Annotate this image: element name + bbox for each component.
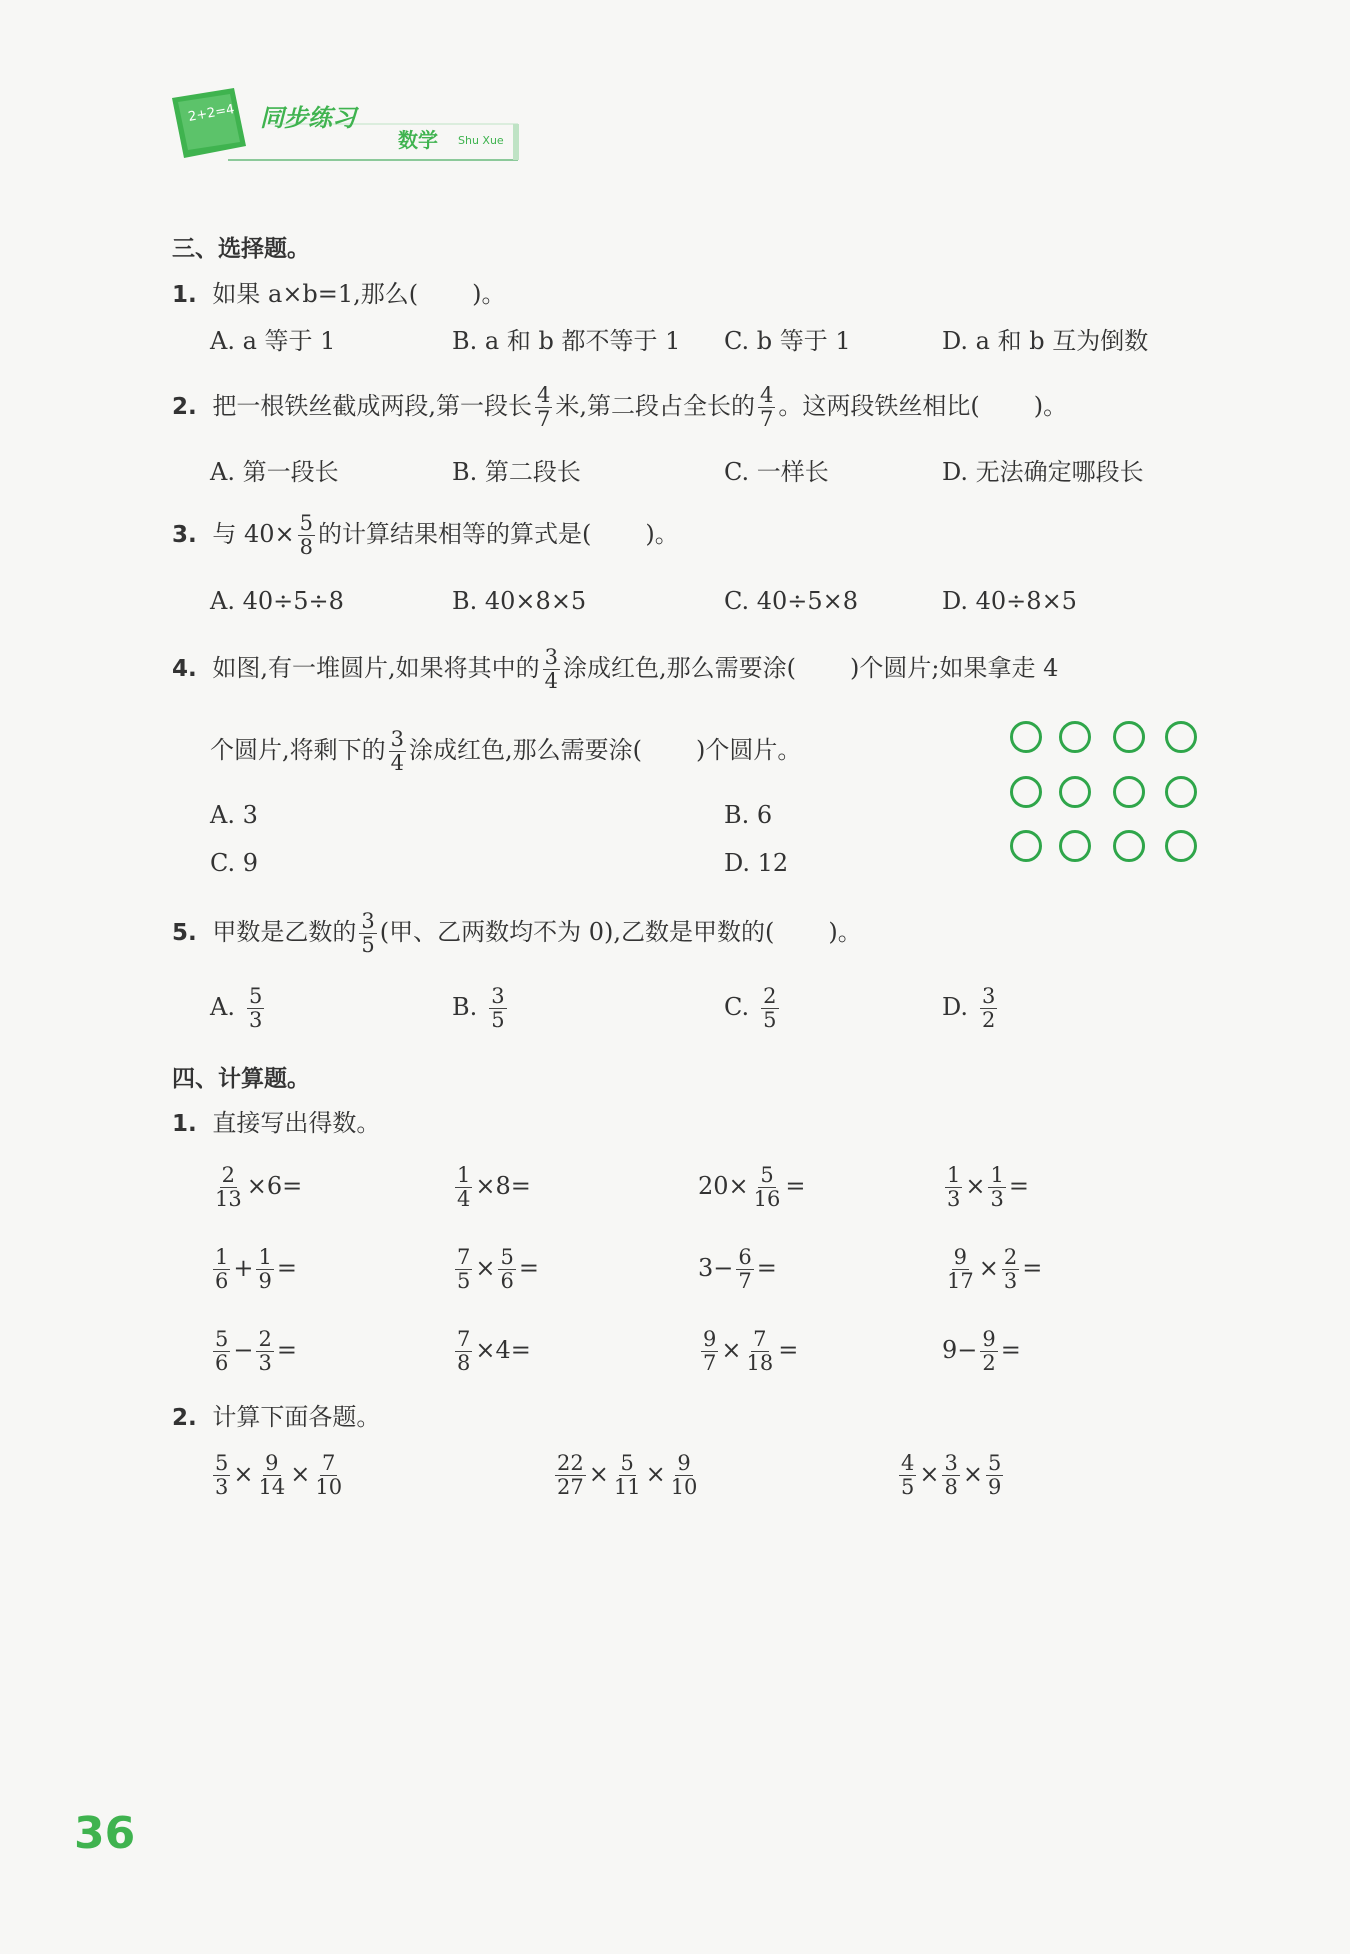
q1-option-b: B. a 和 b 都不等于 1	[452, 327, 681, 355]
fraction: $\frac{5}{6}$	[500, 1245, 514, 1293]
mental-math-item: $\frac{9}{7}$ × $\frac{7}{18}$ =	[703, 1327, 799, 1375]
fraction: $\frac{22}{27}$	[557, 1451, 584, 1499]
fraction: $\frac{9}{2}$	[982, 1327, 996, 1375]
circle	[1010, 830, 1042, 862]
fraction: $\frac{9}{14}$	[258, 1451, 286, 1499]
fraction: $\frac{2}{3}$	[258, 1327, 272, 1375]
q4-option-b: B. 6	[724, 801, 773, 829]
board-text: 2+2=4	[187, 102, 236, 125]
circle	[1113, 776, 1145, 808]
fraction: $\frac{7}{18}$	[746, 1327, 774, 1375]
circle	[1059, 830, 1091, 862]
q3-option-c: C. 40÷5×8	[724, 587, 859, 615]
q4-option-a: A. 3	[210, 801, 258, 829]
q1-option-d: D. a 和 b 互为倒数	[942, 327, 1149, 355]
q3-option-d: D. 40÷8×5	[942, 587, 1077, 615]
circle	[1010, 776, 1042, 808]
circle	[1010, 721, 1042, 753]
fraction: $\frac{6}{7}$	[738, 1245, 752, 1293]
circle	[1059, 721, 1091, 753]
calculation-item: $\frac{4}{5}$ × $\frac{3}{8}$ × $\frac{5}{9}$	[901, 1451, 1002, 1499]
fraction: $\frac{5}{9}$	[987, 1451, 1002, 1499]
circle	[1113, 721, 1145, 753]
fraction: $\frac{5}{6}$	[215, 1327, 229, 1375]
mental-math-item: $\frac{7}{8}$ ×4=	[457, 1327, 531, 1375]
section4-title: 四、计算题。	[172, 1066, 310, 1092]
q5-option-c: C. $\frac{2}{5}$	[724, 984, 777, 1032]
fraction: $\frac{7}{5}$	[457, 1245, 471, 1293]
fraction: $\frac{4}{5}$	[901, 1451, 915, 1499]
fraction: $\frac{7}{10}$	[315, 1451, 343, 1499]
q4-stem-line2: 个圆片,将剩下的 $\frac{3}{4}$ 涂成红色,那么需要涂( )个圆片。	[210, 727, 802, 775]
circle	[1165, 830, 1197, 862]
fraction: $\frac{9}{7}$	[703, 1327, 717, 1375]
p2-heading: 2. 计算下面各题。	[172, 1403, 381, 1431]
fraction: $\frac{4}{7}$	[537, 383, 551, 431]
fraction: $\frac{5}{11}$	[613, 1451, 641, 1499]
header-logo	[168, 84, 528, 164]
q3-option-b: B. 40×8×5	[452, 587, 587, 615]
q4-option-c: C. 9	[210, 849, 259, 877]
q1-option-c: C. b 等于 1	[724, 327, 851, 355]
mental-math-item: $\frac{1}{4}$ ×8=	[457, 1163, 531, 1211]
fraction: $\frac{9}{10}$	[670, 1451, 698, 1499]
series-title: 同步练习	[260, 104, 356, 132]
calculation-item: $\frac{22}{27}$ × $\frac{5}{11}$ × $\frac{9}{10}$	[557, 1451, 698, 1499]
q1-stem: 1. 如果 a×b=1,那么( )。	[172, 280, 506, 308]
circle	[1059, 776, 1091, 808]
fraction: $\frac{1}{9}$	[258, 1245, 272, 1293]
fraction: $\frac{1}{6}$	[215, 1245, 229, 1293]
mental-math-item: $\frac{2}{13}$ ×6=	[215, 1163, 303, 1211]
mental-math-item: $\frac{9}{17}$ × $\frac{2}{3}$ =	[947, 1245, 1043, 1293]
q3-stem: 3. 与 40× $\frac{5}{8}$ 的计算结果相等的算式是( )。	[172, 511, 679, 559]
fraction: $\frac{1}{4}$	[457, 1163, 471, 1211]
fraction: $\frac{3}{5}$	[361, 909, 375, 957]
fraction: $\frac{5}{3}$	[215, 1451, 229, 1499]
mental-math-item: $\frac{1}{3}$ × $\frac{1}{3}$ =	[947, 1163, 1029, 1211]
page-number: 36	[74, 1808, 136, 1859]
fraction: $\frac{5}{8}$	[299, 511, 314, 559]
fraction: $\frac{9}{17}$	[947, 1245, 974, 1293]
q2-option-a: A. 第一段长	[210, 458, 339, 486]
fraction: $\frac{5}{16}$	[753, 1163, 781, 1211]
subject-title: 数学	[398, 128, 438, 152]
fraction: $\frac{3}{4}$	[544, 645, 559, 693]
mental-math-item: $\frac{7}{5}$ × $\frac{5}{6}$ =	[457, 1245, 539, 1293]
fraction: $\frac{1}{3}$	[990, 1163, 1004, 1211]
fraction: $\frac{4}{7}$	[760, 383, 774, 431]
fraction: $\frac{2}{13}$	[215, 1163, 242, 1211]
subject-pinyin: Shu Xue	[458, 134, 504, 147]
p1-heading: 1. 直接写出得数。	[172, 1109, 381, 1137]
mental-math-item: 20× $\frac{5}{16}$ =	[698, 1163, 806, 1211]
circle	[1165, 721, 1197, 753]
q3-option-a: A. 40÷5÷8	[210, 587, 344, 615]
q1-option-a: A. a 等于 1	[210, 327, 336, 355]
q4-stem-line1: 4. 如图,有一堆圆片,如果将其中的 $\frac{3}{4}$ 涂成红色,那么需要涂( )个圆片;如果拿走 4	[172, 645, 1059, 693]
q5-option-a: A. $\frac{5}{3}$	[210, 984, 263, 1032]
fraction: $\frac{7}{8}$	[457, 1327, 471, 1375]
fraction: $\frac{3}{8}$	[944, 1451, 958, 1499]
calculation-item: $\frac{5}{3}$ × $\frac{9}{14}$ × $\frac{7}{10}$	[215, 1451, 343, 1499]
mental-math-item: $\frac{1}{6}$ + $\frac{1}{9}$ =	[215, 1245, 297, 1293]
section3-title: 三、选择题。	[172, 236, 310, 262]
q5-stem: 5. 甲数是乙数的 $\frac{3}{5}$ (甲、乙两数均不为 0),乙数是甲数的( )。	[172, 909, 862, 957]
fraction: $\frac{2}{3}$	[1003, 1245, 1018, 1293]
mental-math-item: 9− $\frac{9}{2}$ =	[942, 1327, 1021, 1375]
q2-option-c: C. 一样长	[724, 458, 829, 486]
q5-option-b: B. $\frac{3}{5}$	[452, 984, 505, 1032]
circle	[1113, 830, 1145, 862]
fraction: $\frac{1}{3}$	[947, 1163, 961, 1211]
circle	[1165, 776, 1197, 808]
q5-option-d: D. $\frac{3}{2}$	[942, 984, 996, 1032]
mental-math-item: $\frac{5}{6}$ − $\frac{2}{3}$ =	[215, 1327, 297, 1375]
q2-stem: 2. 把一根铁丝截成两段,第一段长 $\frac{4}{7}$ 米,第二段占全长的 $\frac{4}{7}$ 。这两段铁丝相比( )。	[172, 383, 1068, 431]
fraction: $\frac{3}{4}$	[390, 727, 405, 775]
q2-option-b: B. 第二段长	[452, 458, 581, 486]
q4-option-d: D. 12	[724, 849, 789, 877]
mental-math-item: 3− $\frac{6}{7}$ =	[698, 1245, 777, 1293]
q2-option-d: D. 无法确定哪段长	[942, 458, 1144, 486]
